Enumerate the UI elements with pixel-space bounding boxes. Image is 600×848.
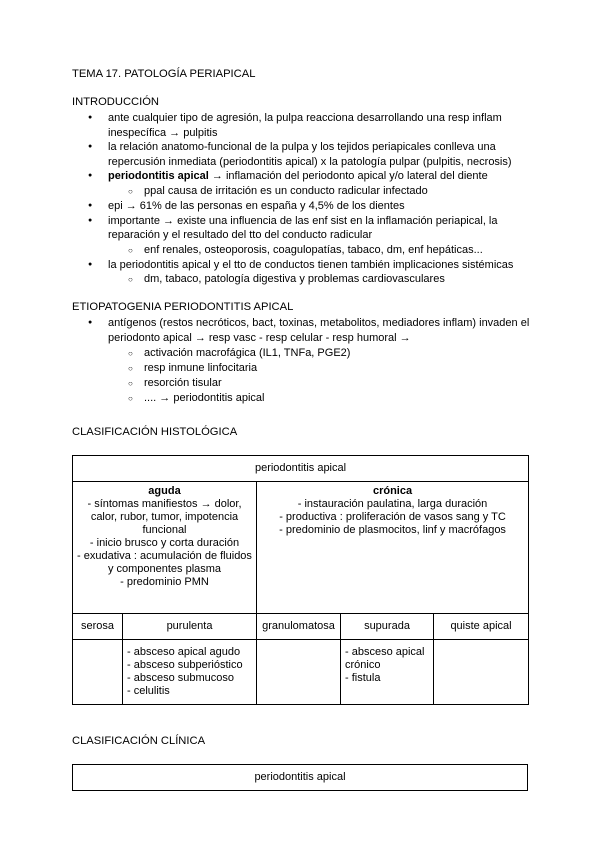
cronica-cell: crónica - instauración paulatina, larga duración - productiva : proliferación de vasos sang y TC - predominio de plasmocitos, linf y macrófagos <box>257 481 529 613</box>
aguda-cell: aguda - síntomas manifiestos → dolor, calor, rubor, tumor, impotencia funcional - inicio brusco y corta duración - exudativa : acumulación de fluidos y componentes plasma - predominio PMN <box>73 481 257 613</box>
bold-term: periodontitis apical <box>108 170 209 183</box>
empty-cell <box>257 639 341 704</box>
list-item: ● ante cualquier tipo de agresión, la pulpa reacciona desarrollando una resp inflam inespecífica → pulpitis <box>72 111 532 140</box>
sub-list-item: ○ resorción tisular <box>108 376 532 391</box>
clinical-table <box>72 764 528 791</box>
list-item: ● importante → existe una influencia de las enf sist en la inflamación periapical, la reparación y el resultado del tto del conducto radicular ○ enf renales, osteoporosis, coagulopatías, tabaco, dm, enf hepáticas... <box>72 214 532 258</box>
empty-cell <box>434 639 529 704</box>
subtype-supurada: supurada <box>341 613 434 639</box>
purulenta-items: - absceso apical agudo - absceso subperióstico - absceso submucoso - celulitis <box>123 639 257 704</box>
document-page <box>72 68 532 791</box>
sub-list-item: ○ ppal causa de irritación es un conducto radicular infectado <box>108 184 532 199</box>
section-heading-introduccion: INTRODUCCIÓN <box>72 96 160 108</box>
intro-list <box>72 111 532 287</box>
subtype-quiste-apical: quiste apical <box>434 613 529 639</box>
aguda-label: aguda <box>148 484 181 497</box>
subtype-purulenta: purulenta <box>123 613 257 639</box>
subtype-serosa: serosa <box>73 613 123 639</box>
sub-list-item: ○ .... → periodontitis apical <box>108 391 532 406</box>
cronica-label: crónica <box>372 484 413 497</box>
list-item: ● antígenos (restos necróticos, bact, toxinas, metabolitos, mediadores inflam) invaden el periodonto apical → resp vasc - resp celular - resp humoral → ○ activación macrofágica (IL1, TNFa, PGE2) ○ resp inmune linfocitaria ○ resorción tisular ○ .... → periodontitis apical <box>72 316 532 405</box>
section-heading-clasificacion-clinica: CLASIFICACIÓN CLÍNICA <box>72 734 206 747</box>
arrow-text: → <box>208 170 226 183</box>
supurada-items: - absceso apical crónico - fistula <box>341 639 434 704</box>
sub-list-item: ○ activación macrofágica (IL1, TNFa, PGE2) <box>108 346 532 361</box>
list-item: ● la relación anatomo-funcional de la pulpa y los tejidos periapicales conlleva una repercusión inmediata (periodontitis apical) x la patología pulpar (pulpitis, necrosis) <box>72 140 532 169</box>
sub-list-item: ○ dm, tabaco, patología digestiva y problemas cardiovasculares <box>108 272 532 287</box>
table-title: periodontitis apical <box>73 455 529 481</box>
list-item: ● la periodontitis apical y el tto de conductos tienen también implicaciones sistémicas ○ dm, tabaco, patología digestiva y problemas cardiovasculares <box>72 258 532 288</box>
sub-list-item: ○ enf renales, osteoporosis, coagulopatías, tabaco, dm, enf hepáticas... <box>108 243 532 258</box>
page-title: TEMA 17. PATOLOGÍA PERIAPICAL <box>72 68 256 80</box>
section-heading-clasificacion-histologica: CLASIFICACIÓN HISTOLÓGICA <box>72 425 238 438</box>
empty-cell <box>73 639 123 704</box>
list-item: ● epi → 61% de las personas en españa y 4,5% de los dientes <box>72 199 532 214</box>
table-title: periodontitis apical <box>73 764 528 790</box>
etio-list <box>72 316 532 405</box>
list-item: ● periodontitis apical → inflamación del periodonto apical y/o lateral del diente ○ ppal causa de irritación es un conducto radicular infectado <box>72 169 532 199</box>
subtype-granulomatosa: granulomatosa <box>257 613 341 639</box>
histology-table <box>72 455 529 705</box>
section-heading-etiopatogenia: ETIOPATOGENIA PERIODONTITIS APICAL <box>72 301 294 314</box>
sub-list-item: ○ resp inmune linfocitaria <box>108 361 532 376</box>
